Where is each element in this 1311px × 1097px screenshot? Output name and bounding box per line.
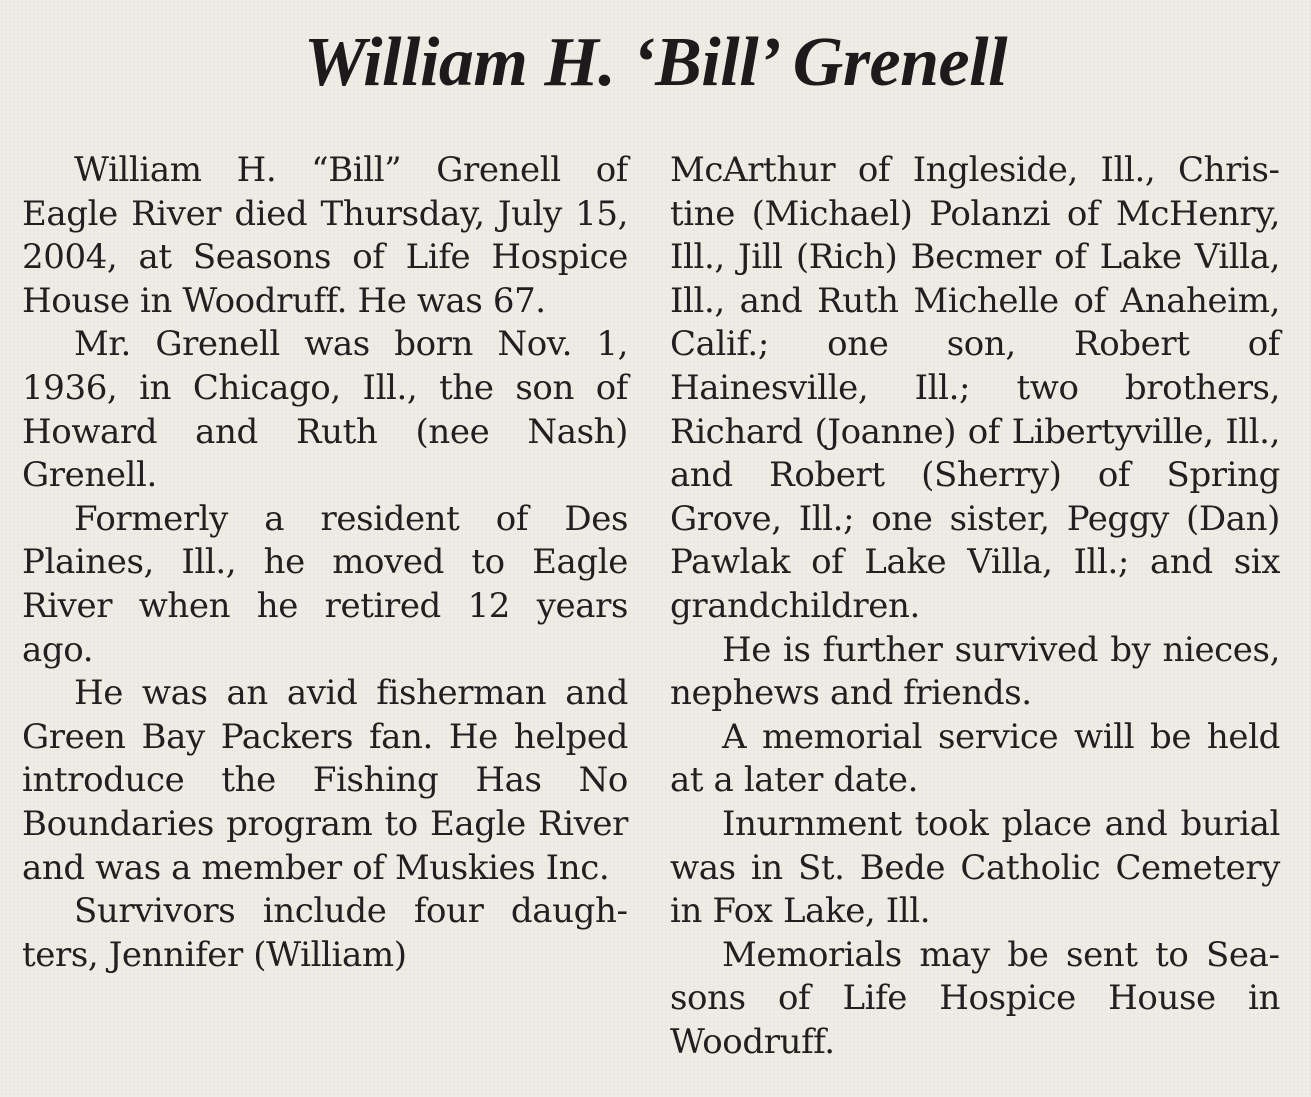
paragraph-further-survived: He is further survived by nieces, nephews and friends. — [670, 629, 1280, 714]
paragraph-survivors-start: Survivors include four daughters, Jennifer (William) — [22, 891, 628, 975]
left-column — [22, 149, 628, 977]
paragraph-inurnment: Inurnment took place and burial was in St. Bede Catholic Cemetery in Fox Lake, Ill. — [670, 803, 1280, 932]
right-column — [670, 149, 1280, 1064]
paragraph-residence: Formerly a resident of Des Plaines, Ill., he moved to Eagle River when he retired 12 years ago. — [22, 498, 628, 670]
paragraph-memorial-service: A memorial service will be held at a later date. — [670, 716, 1280, 801]
obituary-headline: William H. ‘Bill’ Grenell — [303, 24, 1008, 101]
paragraph-survivors-continued: McArthur of Ingleside, Ill., Christine (Michael) Polanzi of McHenry, Ill., Jill (Rich) Becmer of Lake Villa, Ill., and Ruth Michelle of Anaheim, Calif.; one son, Robert of Hainesville, Ill.; two brothers, Richard (Joanne) of Libertyville, Ill., and Robert (Sherry) of Spring Grove, Ill.; one sister, Peggy (Dan) Pawlak of Lake Villa, Ill.; and six grandchildren. — [670, 150, 1280, 626]
paragraph-memorials: Memorials may be sent to Seasons of Life Hospice House in Woodruff. — [670, 934, 1280, 1062]
paragraph-hobbies: He was an avid fisherman and Green Bay Packers fan. He helped introduce the Fishing Has No Boundaries program to Eagle River and was a member of Muskies Inc. — [22, 673, 628, 888]
paragraph-birth: Mr. Grenell was born Nov. 1, 1936, in Chicago, Ill., the son of Howard and Ruth (nee Nash) Grenell. — [22, 324, 628, 496]
paragraph-death-notice: William H. “Bill” Grenell of Eagle River died Thursday, July 15, 2004, at Seasons of Life Hospice House in Woodruff. He was 67. — [22, 150, 628, 321]
